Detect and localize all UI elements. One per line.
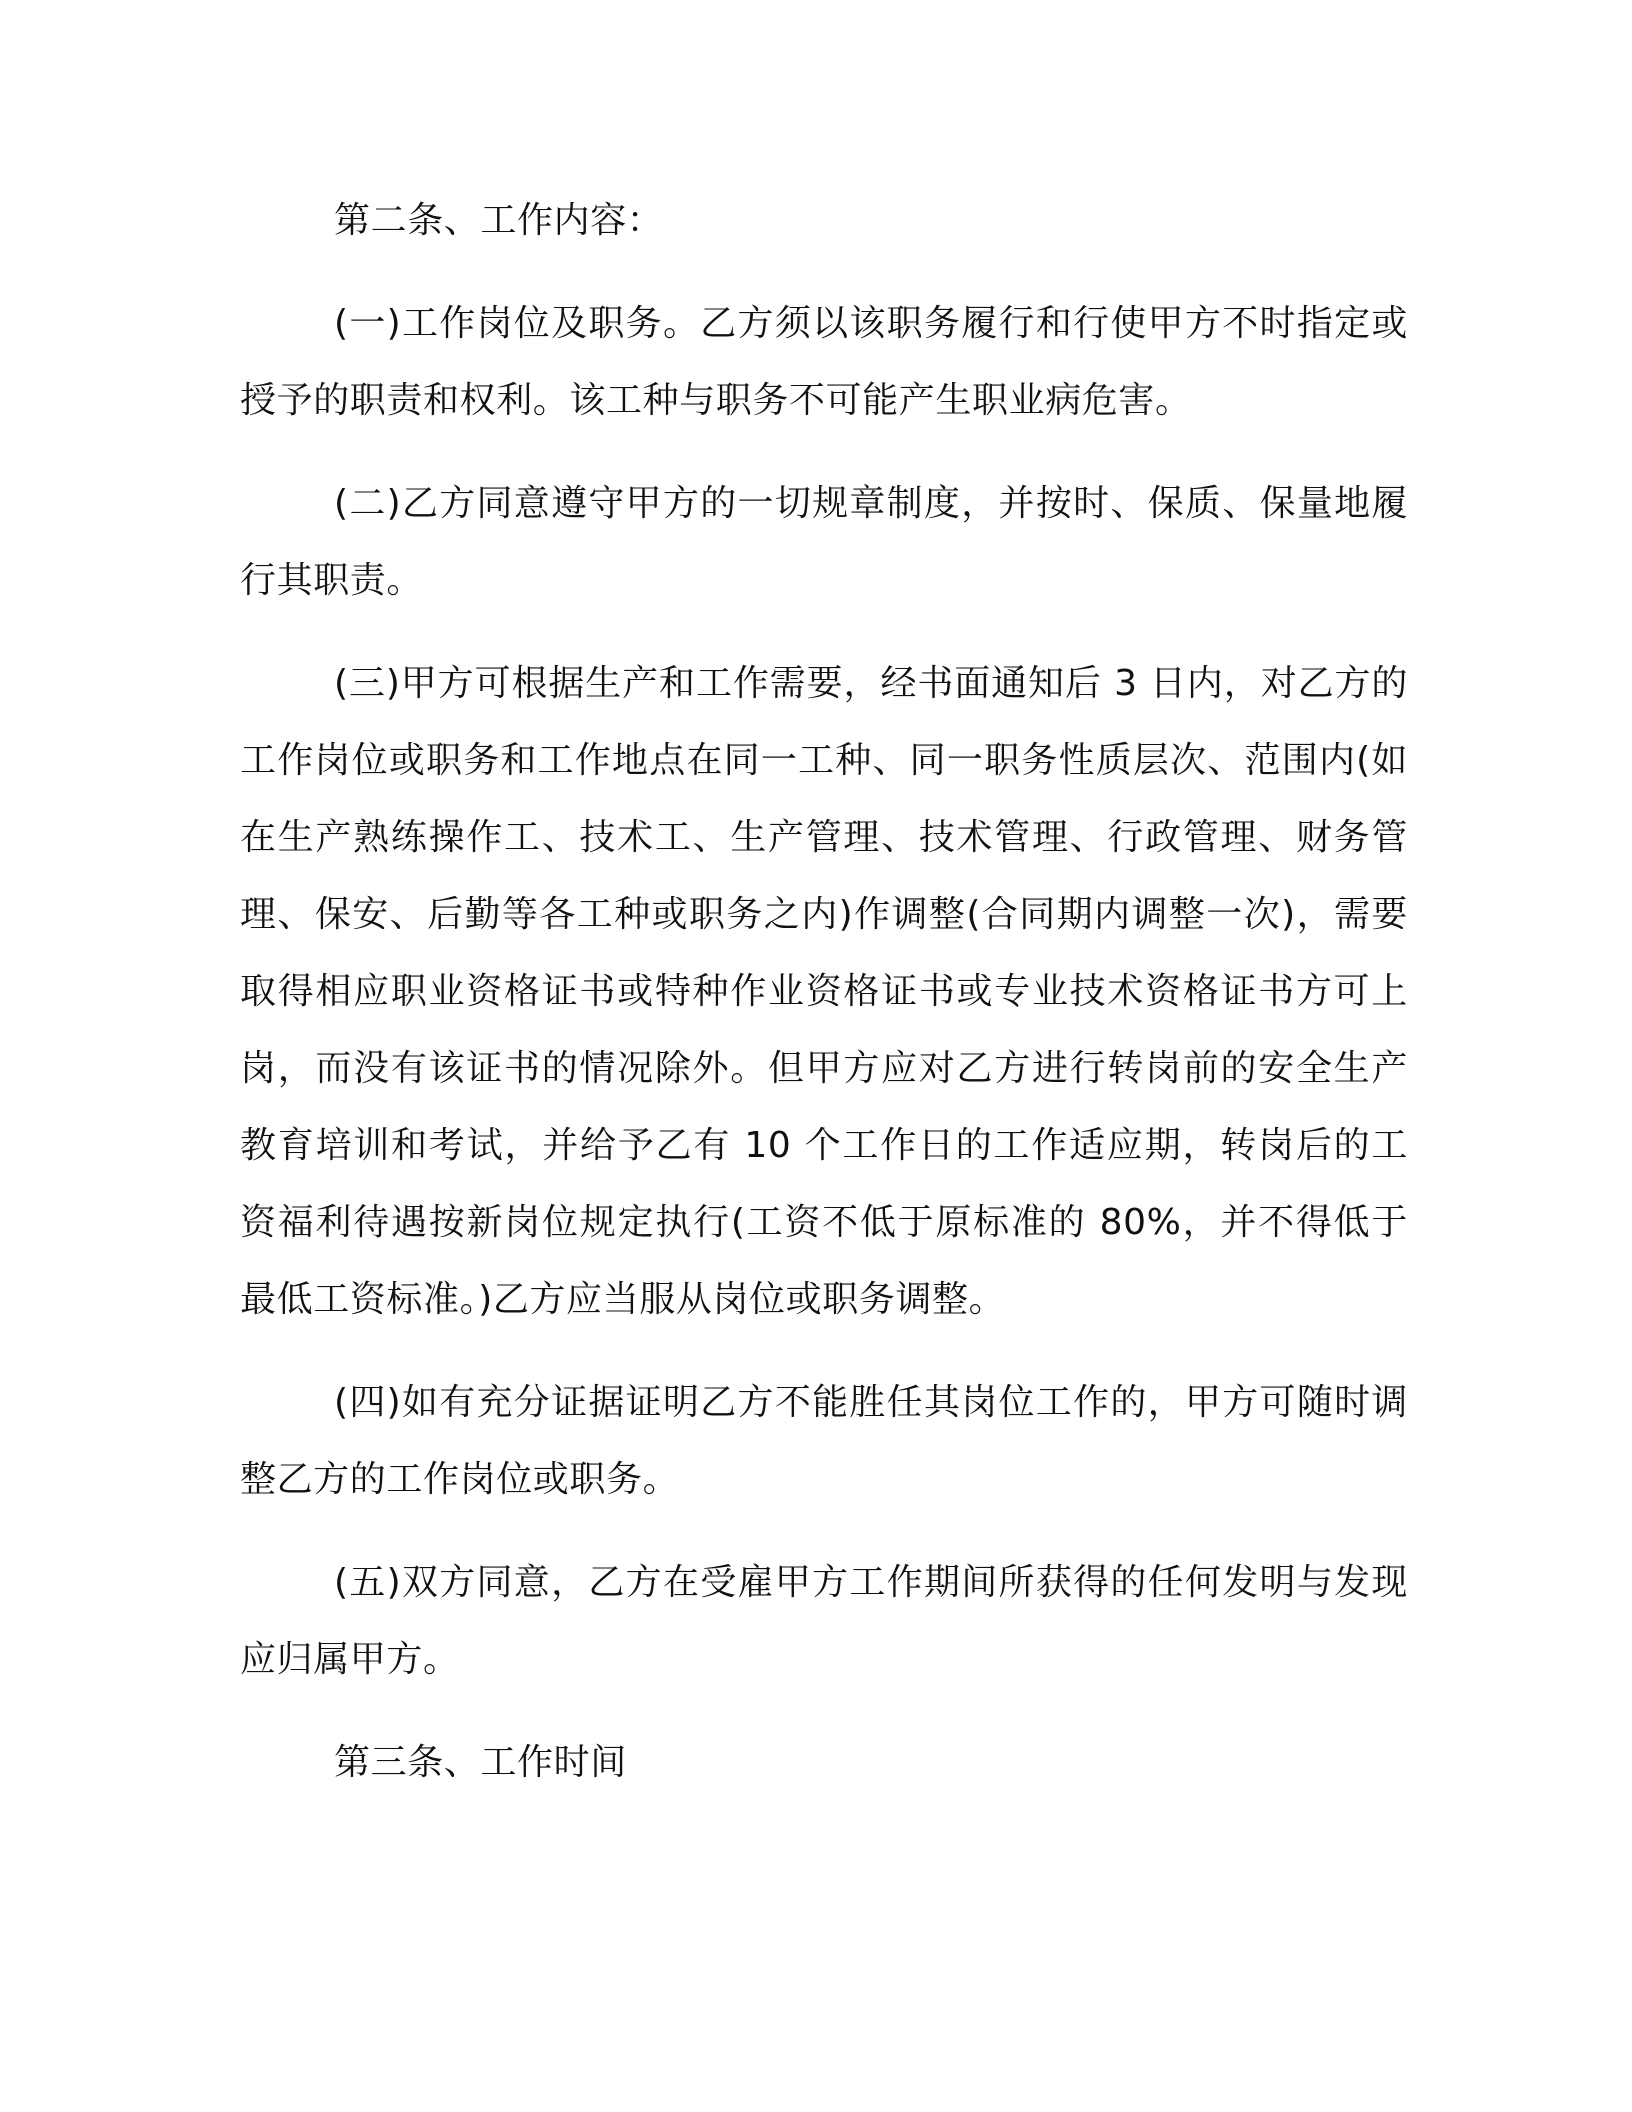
document-body (240, 182, 1408, 1801)
section-2-heading: 第二条、工作内容： (334, 200, 664, 241)
clause-1-paragraph: (一)工作岗位及职务。乙方须以该职务履行和行使甲方不时指定或授予的职责和权利。该工种与职务不可能产生职业病危害。 (240, 303, 1408, 421)
paragraph-spacer (240, 1518, 1408, 1544)
clause-5-paragraph: (五)双方同意，乙方在受雇甲方工作期间所获得的任何发明与发现应归属甲方。 (240, 1562, 1408, 1680)
paragraph-spacer (240, 619, 1408, 645)
paragraph-spacer (240, 439, 1408, 465)
paragraph-spacer (240, 1338, 1408, 1364)
paragraph-spacer (240, 259, 1408, 285)
section-3-heading: 第三条、工作时间 (334, 1742, 627, 1783)
clause-3-paragraph: (三)甲方可根据生产和工作需要，经书面通知后 3 日内，对乙方的工作岗位或职务和工作地点在同一工种、同一职务性质层次、范围内(如在生产熟练操作工、技术工、生产管理、技术管理、行政管理、财务管理、保安、后勤等各工种或职务之内)作调整(合同期内调整一次)，需要取得相应职业资格证书或特种作业资格证书或专业技术资格证书方可上岗，而没有该证书的情况除外。但甲方应对乙方进行转岗前的安全生产教育培训和考试，并给予乙有 10 个工作日的工作适应期，转岗后的工资福利待遇按新岗位规定执行(工资不低于原标准的 80%，并不得低于最低工资标准。)乙方应当服从岗位或职务调整。 (240, 663, 1408, 1320)
clause-4-paragraph: (四)如有充分证据证明乙方不能胜任其岗位工作的，甲方可随时调整乙方的工作岗位或职务。 (240, 1382, 1408, 1500)
clause-2-paragraph: (二)乙方同意遵守甲方的一切规章制度，并按时、保质、保量地履行其职责。 (240, 483, 1408, 601)
paragraph-spacer (240, 1698, 1408, 1724)
